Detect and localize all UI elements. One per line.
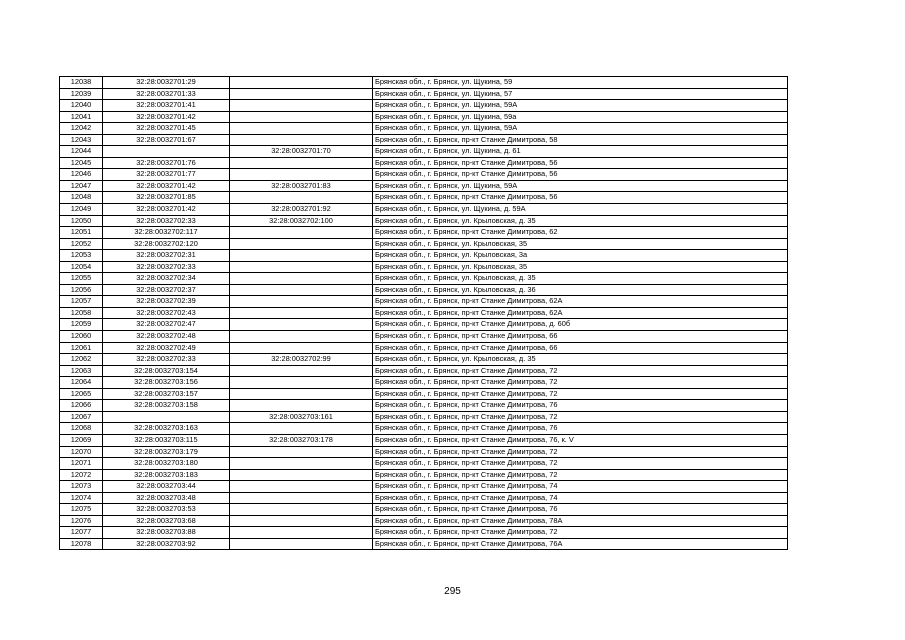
parent-cadastral-cell <box>230 365 373 377</box>
row-number-cell: 12046 <box>60 169 103 181</box>
parent-cadastral-cell <box>230 273 373 285</box>
parent-cadastral-cell <box>230 123 373 135</box>
cadastral-number-cell: 32:28:0032703:180 <box>103 458 230 470</box>
address-cell: Брянская обл., г. Брянск, ул. Щукина, 59А <box>373 100 788 112</box>
row-number-cell: 12048 <box>60 192 103 204</box>
table-row <box>60 377 788 389</box>
parent-cadastral-cell <box>230 227 373 239</box>
cadastral-number-cell: 32:28:0032703:154 <box>103 365 230 377</box>
table-row <box>60 88 788 100</box>
parent-cadastral-cell <box>230 446 373 458</box>
table-row <box>60 134 788 146</box>
table-row <box>60 331 788 343</box>
cadastral-number-cell: 32:28:0032703:183 <box>103 469 230 481</box>
cadastral-number-cell: 32:28:0032703:68 <box>103 515 230 527</box>
row-number-cell: 12043 <box>60 134 103 146</box>
cadastral-number-cell: 32:28:0032702:33 <box>103 354 230 366</box>
table-row <box>60 365 788 377</box>
cadastral-number-cell: 32:28:0032701:77 <box>103 169 230 181</box>
address-cell: Брянская обл., г. Брянск, пр-кт Станке Димитрова, 62А <box>373 296 788 308</box>
address-cell: Брянская обл., г. Брянск, ул. Крыловская, 35 <box>373 261 788 273</box>
address-cell: Брянская обл., г. Брянск, пр-кт Станке Димитрова, 72 <box>373 527 788 539</box>
row-number-cell: 12065 <box>60 388 103 400</box>
row-number-cell: 12074 <box>60 492 103 504</box>
parent-cadastral-cell <box>230 192 373 204</box>
table-row <box>60 238 788 250</box>
table-row <box>60 504 788 516</box>
address-cell: Брянская обл., г. Брянск, пр-кт Станке Димитрова, 72 <box>373 411 788 423</box>
address-cell: Брянская обл., г. Брянск, пр-кт Станке Димитрова, 74 <box>373 492 788 504</box>
row-number-cell: 12060 <box>60 331 103 343</box>
row-number-cell: 12062 <box>60 354 103 366</box>
cadastral-number-cell: 32:28:0032701:41 <box>103 100 230 112</box>
table-row <box>60 123 788 135</box>
row-number-cell: 12066 <box>60 400 103 412</box>
parent-cadastral-cell <box>230 527 373 539</box>
table-row <box>60 250 788 262</box>
registry-table-body <box>60 77 788 550</box>
address-cell: Брянская обл., г. Брянск, пр-кт Станке Димитрова, 78А <box>373 515 788 527</box>
parent-cadastral-cell <box>230 134 373 146</box>
cadastral-number-cell <box>103 411 230 423</box>
parent-cadastral-cell <box>230 458 373 470</box>
row-number-cell: 12069 <box>60 434 103 446</box>
row-number-cell: 12076 <box>60 515 103 527</box>
table-row <box>60 492 788 504</box>
address-cell: Брянская обл., г. Брянск, пр-кт Станке Димитрова, 72 <box>373 446 788 458</box>
table-row <box>60 180 788 192</box>
row-number-cell: 12057 <box>60 296 103 308</box>
parent-cadastral-cell <box>230 111 373 123</box>
table-row <box>60 77 788 89</box>
table-row <box>60 215 788 227</box>
address-cell: Брянская обл., г. Брянск, ул. Щукина, 59 <box>373 77 788 89</box>
parent-cadastral-cell <box>230 423 373 435</box>
parent-cadastral-cell <box>230 77 373 89</box>
cadastral-number-cell: 32:28:0032702:43 <box>103 307 230 319</box>
row-number-cell: 12053 <box>60 250 103 262</box>
table-row <box>60 284 788 296</box>
table-row <box>60 111 788 123</box>
row-number-cell: 12064 <box>60 377 103 389</box>
row-number-cell: 12042 <box>60 123 103 135</box>
cadastral-number-cell: 32:28:0032701:67 <box>103 134 230 146</box>
row-number-cell: 12056 <box>60 284 103 296</box>
row-number-cell: 12049 <box>60 204 103 216</box>
address-cell: Брянская обл., г. Брянск, пр-кт Станке Димитрова, 76А <box>373 538 788 550</box>
table-row <box>60 458 788 470</box>
address-cell: Брянская обл., г. Брянск, пр-кт Станке Димитрова, 76 <box>373 504 788 516</box>
address-cell: Брянская обл., г. Брянск, ул. Щукина, 59А <box>373 123 788 135</box>
parent-cadastral-cell <box>230 388 373 400</box>
row-number-cell: 12078 <box>60 538 103 550</box>
cadastral-number-cell: 32:28:0032701:42 <box>103 180 230 192</box>
address-cell: Брянская обл., г. Брянск, пр-кт Станке Димитрова, 56 <box>373 169 788 181</box>
cadastral-number-cell: 32:28:0032703:48 <box>103 492 230 504</box>
parent-cadastral-cell: 32:28:0032703:161 <box>230 411 373 423</box>
row-number-cell: 12075 <box>60 504 103 516</box>
table-row <box>60 146 788 158</box>
row-number-cell: 12047 <box>60 180 103 192</box>
address-cell: Брянская обл., г. Брянск, пр-кт Станке Димитрова, 72 <box>373 377 788 389</box>
cadastral-number-cell <box>103 146 230 158</box>
parent-cadastral-cell <box>230 538 373 550</box>
table-row <box>60 515 788 527</box>
parent-cadastral-cell <box>230 296 373 308</box>
parent-cadastral-cell <box>230 331 373 343</box>
table-row <box>60 388 788 400</box>
cadastral-number-cell: 32:28:0032703:115 <box>103 434 230 446</box>
address-cell: Брянская обл., г. Брянск, пр-кт Станке Димитрова, 76 <box>373 423 788 435</box>
cadastral-number-cell: 32:28:0032703:156 <box>103 377 230 389</box>
parent-cadastral-cell <box>230 319 373 331</box>
row-number-cell: 12054 <box>60 261 103 273</box>
row-number-cell: 12052 <box>60 238 103 250</box>
table-row <box>60 538 788 550</box>
row-number-cell: 12063 <box>60 365 103 377</box>
row-number-cell: 12067 <box>60 411 103 423</box>
address-cell: Брянская обл., г. Брянск, ул. Крыловская, д. 35 <box>373 354 788 366</box>
row-number-cell: 12071 <box>60 458 103 470</box>
row-number-cell: 12055 <box>60 273 103 285</box>
table-row <box>60 157 788 169</box>
cadastral-number-cell: 32:28:0032701:76 <box>103 157 230 169</box>
row-number-cell: 12077 <box>60 527 103 539</box>
cadastral-number-cell: 32:28:0032702:117 <box>103 227 230 239</box>
table-row <box>60 481 788 493</box>
address-cell: Брянская обл., г. Брянск, ул. Щукина, 59А <box>373 180 788 192</box>
cadastral-number-cell: 32:28:0032703:92 <box>103 538 230 550</box>
parent-cadastral-cell <box>230 307 373 319</box>
parent-cadastral-cell <box>230 250 373 262</box>
address-cell: Брянская обл., г. Брянск, пр-кт Станке Димитрова, 62А <box>373 307 788 319</box>
cadastral-number-cell: 32:28:0032703:88 <box>103 527 230 539</box>
cadastral-number-cell: 32:28:0032701:29 <box>103 77 230 89</box>
cadastral-number-cell: 32:28:0032701:42 <box>103 111 230 123</box>
cadastral-number-cell: 32:28:0032702:49 <box>103 342 230 354</box>
address-cell: Брянская обл., г. Брянск, пр-кт Станке Димитрова, 56 <box>373 157 788 169</box>
address-cell: Брянская обл., г. Брянск, пр-кт Станке Димитрова, 76, к. V <box>373 434 788 446</box>
cadastral-number-cell: 32:28:0032703:179 <box>103 446 230 458</box>
parent-cadastral-cell: 32:28:0032702:100 <box>230 215 373 227</box>
table-row <box>60 100 788 112</box>
address-cell: Брянская обл., г. Брянск, пр-кт Станке Димитрова, д. 60б <box>373 319 788 331</box>
cadastral-number-cell: 32:28:0032701:42 <box>103 204 230 216</box>
row-number-cell: 12051 <box>60 227 103 239</box>
property-registry-table <box>59 76 788 550</box>
table-row <box>60 192 788 204</box>
row-number-cell: 12070 <box>60 446 103 458</box>
address-cell: Брянская обл., г. Брянск, пр-кт Станке Димитрова, 62 <box>373 227 788 239</box>
address-cell: Брянская обл., г. Брянск, пр-кт Станке Димитрова, 74 <box>373 481 788 493</box>
parent-cadastral-cell <box>230 504 373 516</box>
parent-cadastral-cell <box>230 284 373 296</box>
row-number-cell: 12044 <box>60 146 103 158</box>
parent-cadastral-cell <box>230 88 373 100</box>
parent-cadastral-cell <box>230 169 373 181</box>
row-number-cell: 12058 <box>60 307 103 319</box>
cadastral-number-cell: 32:28:0032703:53 <box>103 504 230 516</box>
table-row <box>60 273 788 285</box>
address-cell: Брянская обл., г. Брянск, ул. Щукина, 57 <box>373 88 788 100</box>
parent-cadastral-cell <box>230 400 373 412</box>
cadastral-number-cell: 32:28:0032701:45 <box>103 123 230 135</box>
row-number-cell: 12045 <box>60 157 103 169</box>
parent-cadastral-cell: 32:28:0032701:70 <box>230 146 373 158</box>
address-cell: Брянская обл., г. Брянск, ул. Крыловская, д. 35 <box>373 215 788 227</box>
address-cell: Брянская обл., г. Брянск, пр-кт Станке Димитрова, 72 <box>373 469 788 481</box>
row-number-cell: 12041 <box>60 111 103 123</box>
cadastral-number-cell: 32:28:0032702:31 <box>103 250 230 262</box>
table-row <box>60 307 788 319</box>
address-cell: Брянская обл., г. Брянск, пр-кт Станке Димитрова, 72 <box>373 388 788 400</box>
row-number-cell: 12038 <box>60 77 103 89</box>
parent-cadastral-cell: 32:28:0032703:178 <box>230 434 373 446</box>
table-row <box>60 227 788 239</box>
parent-cadastral-cell <box>230 261 373 273</box>
parent-cadastral-cell <box>230 157 373 169</box>
cadastral-number-cell: 32:28:0032702:39 <box>103 296 230 308</box>
address-cell: Брянская обл., г. Брянск, ул. Щукина, д. 59А <box>373 204 788 216</box>
address-cell: Брянская обл., г. Брянск, ул. Крыловская, 3а <box>373 250 788 262</box>
row-number-cell: 12040 <box>60 100 103 112</box>
address-cell: Брянская обл., г. Брянск, пр-кт Станке Димитрова, 66 <box>373 342 788 354</box>
row-number-cell: 12059 <box>60 319 103 331</box>
address-cell: Брянская обл., г. Брянск, пр-кт Станке Димитрова, 56 <box>373 192 788 204</box>
cadastral-number-cell: 32:28:0032701:33 <box>103 88 230 100</box>
address-cell: Брянская обл., г. Брянск, пр-кт Станке Димитрова, 66 <box>373 331 788 343</box>
cadastral-number-cell: 32:28:0032702:120 <box>103 238 230 250</box>
table-row <box>60 319 788 331</box>
cadastral-number-cell: 32:28:0032702:33 <box>103 215 230 227</box>
address-cell: Брянская обл., г. Брянск, ул. Щукина, 59а <box>373 111 788 123</box>
table-row <box>60 423 788 435</box>
address-cell: Брянская обл., г. Брянск, ул. Щукина, д. 61 <box>373 146 788 158</box>
address-cell: Брянская обл., г. Брянск, пр-кт Станке Димитрова, 58 <box>373 134 788 146</box>
cadastral-number-cell: 32:28:0032702:47 <box>103 319 230 331</box>
address-cell: Брянская обл., г. Брянск, ул. Крыловская, д. 35 <box>373 273 788 285</box>
address-cell: Брянская обл., г. Брянск, пр-кт Станке Димитрова, 72 <box>373 365 788 377</box>
table-row <box>60 354 788 366</box>
address-cell: Брянская обл., г. Брянск, пр-кт Станке Димитрова, 72 <box>373 458 788 470</box>
row-number-cell: 12061 <box>60 342 103 354</box>
parent-cadastral-cell: 32:28:0032702:99 <box>230 354 373 366</box>
cadastral-number-cell: 32:28:0032702:37 <box>103 284 230 296</box>
page-number: 295 <box>444 586 461 597</box>
table-row <box>60 446 788 458</box>
table-row <box>60 169 788 181</box>
parent-cadastral-cell <box>230 238 373 250</box>
cadastral-number-cell: 32:28:0032703:158 <box>103 400 230 412</box>
table-row <box>60 204 788 216</box>
cadastral-number-cell: 32:28:0032701:85 <box>103 192 230 204</box>
table-row <box>60 400 788 412</box>
row-number-cell: 12039 <box>60 88 103 100</box>
parent-cadastral-cell <box>230 492 373 504</box>
cadastral-number-cell: 32:28:0032702:34 <box>103 273 230 285</box>
parent-cadastral-cell <box>230 342 373 354</box>
table-row <box>60 469 788 481</box>
parent-cadastral-cell: 32:28:0032701:92 <box>230 204 373 216</box>
row-number-cell: 12072 <box>60 469 103 481</box>
cadastral-number-cell: 32:28:0032702:33 <box>103 261 230 273</box>
table-row <box>60 527 788 539</box>
row-number-cell: 12050 <box>60 215 103 227</box>
parent-cadastral-cell: 32:28:0032701:83 <box>230 180 373 192</box>
table-row <box>60 434 788 446</box>
parent-cadastral-cell <box>230 100 373 112</box>
cadastral-number-cell: 32:28:0032703:163 <box>103 423 230 435</box>
row-number-cell: 12068 <box>60 423 103 435</box>
table-row <box>60 342 788 354</box>
address-cell: Брянская обл., г. Брянск, ул. Крыловская, д. 36 <box>373 284 788 296</box>
parent-cadastral-cell <box>230 481 373 493</box>
parent-cadastral-cell <box>230 377 373 389</box>
address-cell: Брянская обл., г. Брянск, ул. Крыловская, 35 <box>373 238 788 250</box>
table-row <box>60 411 788 423</box>
cadastral-number-cell: 32:28:0032703:157 <box>103 388 230 400</box>
table-row <box>60 296 788 308</box>
cadastral-number-cell: 32:28:0032702:48 <box>103 331 230 343</box>
table-row <box>60 261 788 273</box>
address-cell: Брянская обл., г. Брянск, пр-кт Станке Димитрова, 76 <box>373 400 788 412</box>
cadastral-number-cell: 32:28:0032703:44 <box>103 481 230 493</box>
parent-cadastral-cell <box>230 515 373 527</box>
parent-cadastral-cell <box>230 469 373 481</box>
row-number-cell: 12073 <box>60 481 103 493</box>
